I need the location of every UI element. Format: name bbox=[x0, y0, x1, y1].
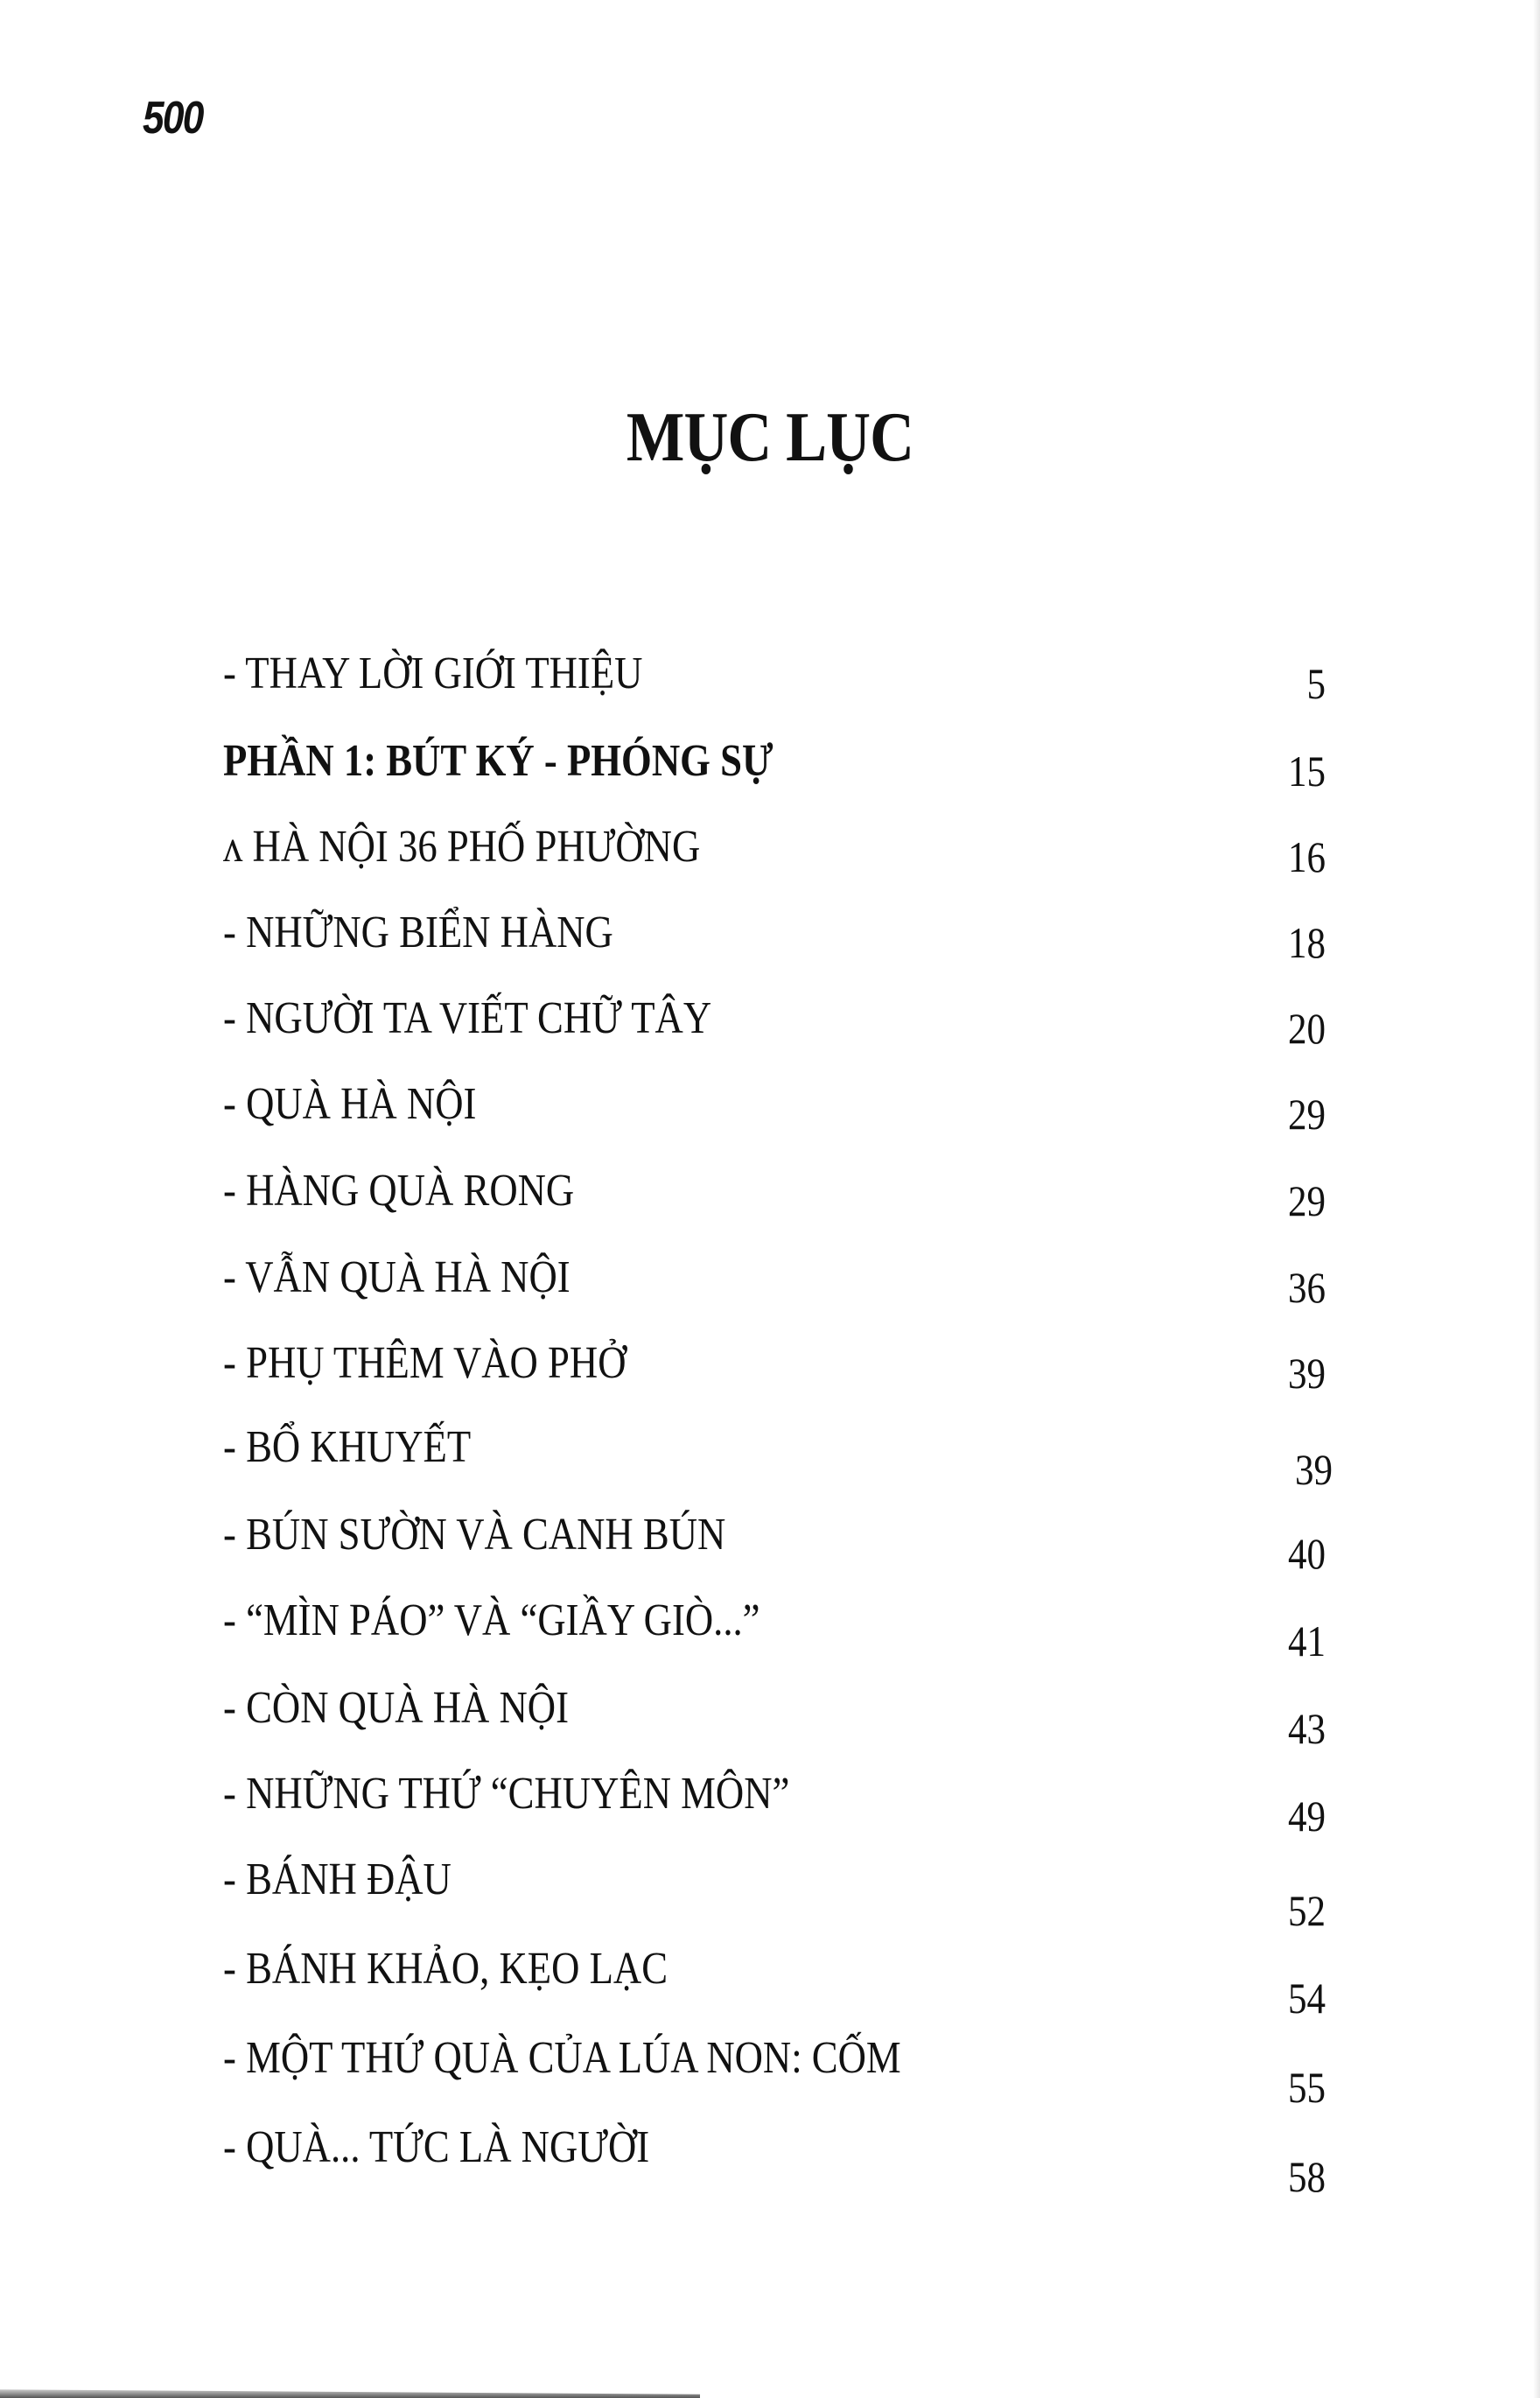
toc-section-label: PHẦN 1: BÚT KÝ - PHÓNG SỰ bbox=[223, 736, 774, 786]
toc-page-number: 41 bbox=[1288, 1616, 1326, 1665]
toc-label: - PHỤ THÊM VÀO PHỞ bbox=[223, 1338, 626, 1388]
toc-page-number: 29 bbox=[1288, 1176, 1326, 1225]
toc-page-number: 29 bbox=[1288, 1090, 1326, 1139]
toc-row bbox=[223, 1078, 1326, 1139]
toc-section-row bbox=[223, 735, 1326, 796]
toc-row bbox=[223, 1682, 1326, 1753]
toc-label: - HÀNG QUÀ RONG bbox=[223, 1166, 575, 1216]
toc-label: - QUÀ HÀ NỘI bbox=[223, 1079, 477, 1129]
toc-label: - NHỮNG THỨ “CHUYÊN MÔN” bbox=[223, 1769, 790, 1819]
toc-row bbox=[223, 1595, 1326, 1665]
toc-label: - MỘT THỨ QUÀ CỦA LÚA NON: CỐM bbox=[223, 2033, 901, 2083]
toc-label: - BÚN SƯỜN VÀ CANH BÚN bbox=[223, 1510, 726, 1560]
toc-page-number: 15 bbox=[1288, 747, 1326, 796]
toc-row bbox=[223, 1252, 1326, 1313]
toc-row bbox=[223, 2032, 1326, 2112]
toc-row bbox=[223, 992, 1326, 1054]
toc-label: - NHỮNG BIỂN HÀNG bbox=[223, 908, 613, 957]
toc-label: - “MÌN PÁO” VÀ “GIẦY GIÒ...” bbox=[223, 1595, 760, 1645]
toc-row bbox=[223, 1165, 1326, 1226]
page-bottom-shadow bbox=[0, 2386, 700, 2398]
toc-page-number: 18 bbox=[1288, 918, 1326, 967]
toc-page-number: 5 bbox=[1306, 659, 1326, 708]
toc-row bbox=[223, 1337, 1326, 1399]
toc-row bbox=[223, 1421, 1333, 1494]
toc-page-number: 54 bbox=[1288, 1974, 1326, 2023]
toc-label: - NGƯỜI TA VIẾT CHỮ TÂY bbox=[223, 993, 712, 1043]
toc-label: - THAY LỜI GIỚI THIỆU bbox=[223, 649, 643, 698]
toc-page-number: 16 bbox=[1288, 832, 1326, 881]
toc-page-number: 58 bbox=[1288, 2152, 1326, 2201]
toc-label: - BỔ KHUYẾT bbox=[223, 1422, 472, 1472]
toc-label: - VẪN QUÀ HÀ NỘI bbox=[223, 1252, 570, 1302]
toc-page-number: 20 bbox=[1288, 1004, 1326, 1053]
toc-page-number: 40 bbox=[1288, 1529, 1326, 1578]
toc-label: - QUÀ... TỨC LÀ NGƯỜI bbox=[223, 2122, 650, 2172]
toc-label: ʌ HÀ NỘI 36 PHỐ PHƯỜNG bbox=[223, 822, 701, 872]
page-number: 500 bbox=[143, 93, 203, 144]
toc-row bbox=[223, 1854, 1326, 1935]
toc-row bbox=[223, 1509, 1326, 1578]
toc-row bbox=[223, 907, 1326, 968]
toc-label: - CÒN QUÀ HÀ NỘI bbox=[223, 1683, 569, 1733]
toc-row bbox=[223, 1943, 1326, 2023]
toc-page-number: 49 bbox=[1288, 1791, 1326, 1841]
toc-label: - BÁNH ĐẬU bbox=[223, 1855, 452, 1904]
toc-page-number: 55 bbox=[1288, 2063, 1326, 2112]
page-edge bbox=[1533, 0, 1540, 2398]
toc-row bbox=[223, 648, 1326, 709]
toc-row bbox=[223, 2121, 1326, 2201]
page-title: MỤC LỤC bbox=[626, 399, 914, 476]
toc-row bbox=[223, 1768, 1326, 1841]
toc-page-number: 36 bbox=[1288, 1263, 1326, 1312]
toc-row bbox=[223, 821, 1326, 882]
toc-page-number: 39 bbox=[1295, 1445, 1333, 1494]
toc-page-number: 52 bbox=[1288, 1886, 1326, 1935]
toc-page-number: 39 bbox=[1288, 1349, 1326, 1398]
toc-label: - BÁNH KHẢO, KẸO LẠC bbox=[223, 1944, 668, 1994]
toc-page-number: 43 bbox=[1288, 1704, 1326, 1753]
